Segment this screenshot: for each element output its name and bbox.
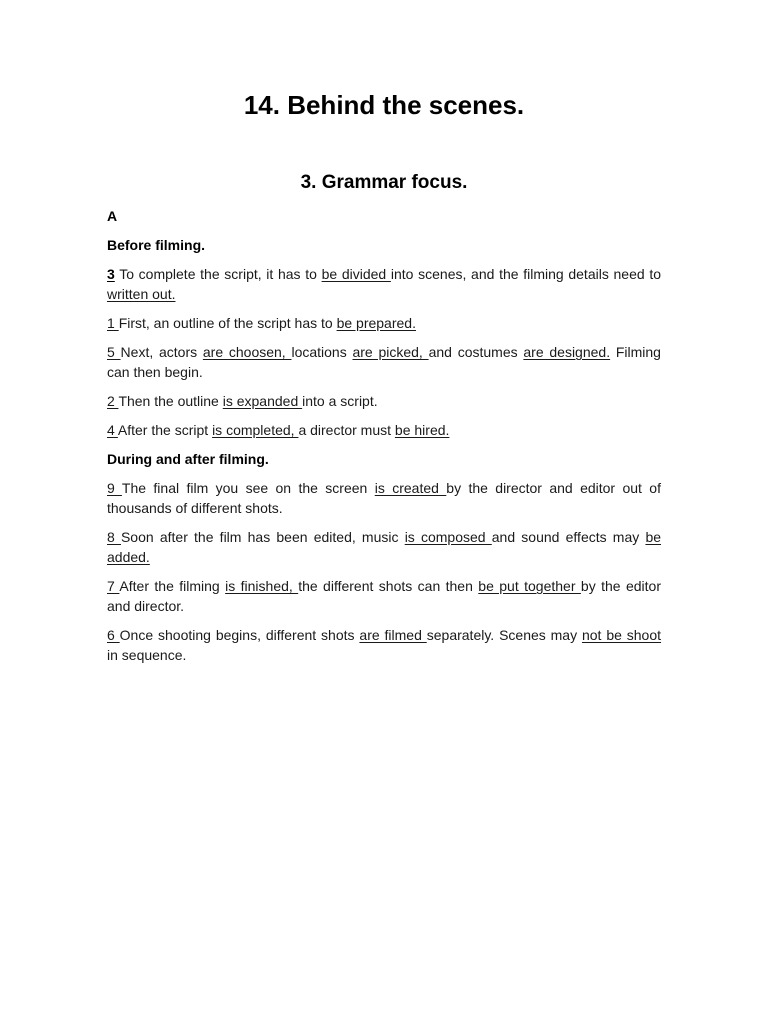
passive-phrase: be added. — [107, 529, 662, 565]
sentence-number: 6 — [107, 627, 120, 643]
passive-phrase: be put together — [478, 578, 581, 594]
passive-phrase: are picked, — [352, 344, 429, 360]
sentence-text: a director must — [298, 422, 395, 438]
passive-phrase: is created — [374, 480, 447, 496]
sentence-number: 9 — [107, 480, 122, 496]
passive-phrase: are filmed — [359, 627, 427, 643]
sentence-text: in sequence. — [107, 647, 187, 663]
sentence-text: After the script — [117, 422, 213, 438]
sentence-text: To complete the script, it has to — [114, 266, 322, 282]
sentence-number: 3 — [107, 266, 115, 282]
passive-phrase: be divided — [321, 266, 391, 282]
exercise-content — [107, 206, 661, 665]
sentence-number: 7 — [107, 578, 120, 594]
passive-phrase: be hired. — [394, 422, 450, 438]
sentence-number: 1 — [107, 315, 119, 331]
sentence-number: 4 — [107, 422, 118, 438]
sentence-text: into scenes, and the filming details need to — [390, 266, 661, 282]
passive-phrase: are choosen, — [202, 344, 292, 360]
sentence-text: and costumes — [428, 344, 524, 360]
sentence-text: by the director and editor out of thousands of different shots. — [107, 480, 661, 516]
sentence-2 — [107, 391, 661, 411]
sentence-9 — [107, 478, 661, 518]
sentence-3 — [107, 264, 661, 304]
passive-phrase: is completed, — [212, 422, 299, 438]
passive-phrase: is composed — [404, 529, 492, 545]
sentence-text: After the filming — [119, 578, 226, 594]
passive-phrase: are designed. — [523, 344, 611, 360]
part-label: A — [107, 208, 118, 224]
sentence-text: First, an outline of the script has to — [118, 315, 337, 331]
section-subtitle: 3. Grammar focus. — [300, 172, 468, 193]
sentence-8 — [107, 527, 661, 567]
sentence-6 — [107, 625, 661, 665]
sentence-7 — [107, 576, 661, 616]
passive-phrase: is expanded — [222, 393, 303, 409]
sentence-text: separately. Scenes may — [426, 627, 582, 643]
sentence-text: Once shooting begins, different shots — [119, 627, 360, 643]
sentence-5 — [107, 342, 661, 382]
sentence-text: Soon after the film has been edited, music — [120, 529, 405, 545]
section-heading-before: Before filming. — [107, 237, 206, 253]
sentence-1 — [107, 313, 661, 333]
passive-phrase: is finished, — [225, 578, 299, 594]
sentence-text: by the editor and director. — [107, 578, 661, 614]
sentence-text: locations — [291, 344, 353, 360]
sentence-4 — [107, 420, 661, 440]
sentence-text: Next, actors — [120, 344, 203, 360]
sentence-number: 8 — [107, 529, 121, 545]
sentence-text: Then the outline — [118, 393, 223, 409]
sentence-text: into a script. — [302, 393, 378, 409]
section-heading-during: During and after filming. — [107, 451, 269, 467]
sentence-number: 2 — [107, 393, 119, 409]
sentence-number: 5 — [107, 344, 121, 360]
sentence-text: the different shots can then — [298, 578, 479, 594]
passive-phrase: be prepared. — [336, 315, 416, 331]
sentence-text: Filming can then begin. — [107, 344, 661, 380]
passive-phrase: not be shoot — [581, 627, 662, 643]
sentence-text: and sound effects may — [491, 529, 646, 545]
sentence-text: The final film you see on the screen — [121, 480, 375, 496]
page-title: 14. Behind the scenes. — [243, 90, 525, 120]
passive-phrase: written out. — [107, 286, 176, 302]
